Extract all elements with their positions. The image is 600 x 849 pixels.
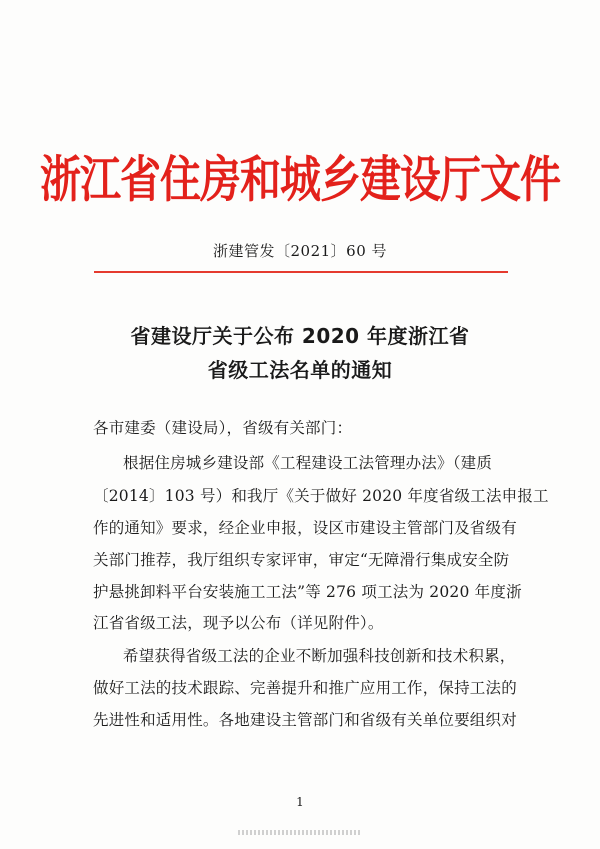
- notice-title-line-1: 省建设厅关于公布 2020 年度浙江省: [130, 324, 470, 348]
- paragraph-2-line: 希望获得省级工法的企业不断加强科技创新和技术积累，: [123, 647, 516, 665]
- scan-edge-mark: [238, 830, 360, 835]
- paragraph-1-line: 江省省级工法，现予以公布（详见附件）。: [93, 614, 384, 632]
- paragraph-1-line: 关部门推荐，我厅组织专家评审，审定“无障滑行集成安全防: [93, 551, 510, 569]
- paragraph-2-line: 做好工法的技术跟踪、完善提升和推广应用工作，保持工法的: [93, 679, 517, 697]
- page-number: 1: [296, 795, 304, 809]
- paragraph-1-line: 根据住房城乡建设部《工程建设工法管理办法》（建质: [123, 454, 493, 472]
- paragraph-1-line: 作的通知》要求，经企业申报，设区市建设主管部门及省级有: [93, 519, 517, 537]
- document-header-title: 浙江省住房和城乡建设厅文件: [40, 150, 560, 209]
- paragraph-2-line: 先进性和适用性。各地建设主管部门和省级有关单位要组织对: [93, 711, 517, 729]
- notice-title-line-2: 省级工法名单的通知: [207, 358, 393, 382]
- header-red-rule: [94, 271, 508, 273]
- document-number: 浙建管发〔2021〕60 号: [212, 242, 388, 260]
- addressee-line: 各市建委（建设局），省级有关部门：: [93, 419, 353, 437]
- paragraph-1-line: 护悬挑卸料平台安装施工工法”等 276 项工法为 2020 年度浙: [93, 583, 522, 601]
- paragraph-1-line: 〔2014〕103 号）和我厅《关于做好 2020 年度省级工法申报工: [93, 487, 549, 505]
